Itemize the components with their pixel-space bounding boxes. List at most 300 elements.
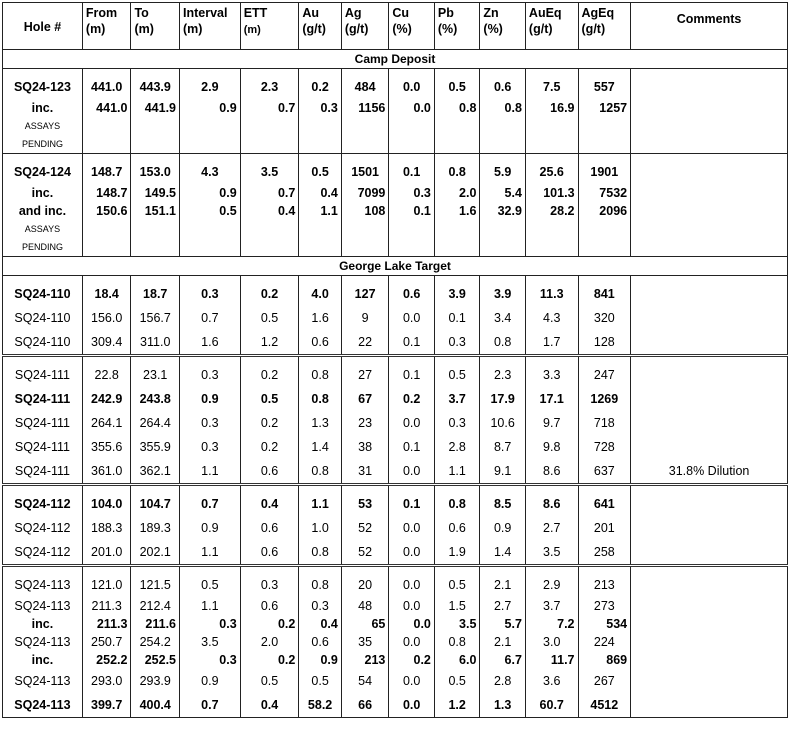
empty-cell [389,238,435,257]
empty-cell [389,485,435,493]
empty-cell [299,566,341,574]
header-from: From (m) [82,3,131,50]
cell-ag: 1156 [341,99,389,117]
cell-ett: 0.4 [240,202,299,220]
cell-cu: 0.2 [389,387,435,411]
empty-cell [299,356,341,364]
cell-pb: 1.1 [434,459,480,485]
cell-hole: inc. [3,99,83,117]
cell-aueq: 3.3 [525,363,578,387]
cell-zn: 1.3 [480,693,526,718]
cell-zn: 2.1 [480,633,526,651]
cell-interval: 1.6 [180,330,241,356]
cell-ageq: 273 [578,597,631,615]
cell-pb: 0.8 [434,160,480,184]
cell-hole: SQ24-111 [3,363,83,387]
cell-comments [631,202,788,220]
cell-zn: 0.6 [480,75,526,99]
cell-ett: 0.5 [240,669,299,693]
cell-aueq: 60.7 [525,693,578,718]
cell-cu: 0.0 [389,573,435,597]
cell-au: 0.8 [299,540,341,566]
empty-cell [180,117,241,135]
cell-to: 252.5 [131,651,180,669]
pending-label: PENDING [3,135,83,154]
header-comments: Comments [631,3,788,50]
cell-interval: 0.3 [180,282,241,306]
cell-ageq: 267 [578,669,631,693]
empty-cell [240,220,299,238]
cell-hole: SQ24-110 [3,282,83,306]
empty-cell [578,220,631,238]
empty-cell [578,485,631,493]
cell-interval: 0.9 [180,184,241,202]
cell-zn: 3.4 [480,306,526,330]
section-header [3,257,788,276]
empty-cell [578,135,631,154]
header-pb: Pb (%) [434,3,480,50]
empty-cell [299,485,341,493]
empty-cell [389,220,435,238]
cell-cu: 0.1 [389,330,435,356]
empty-cell [631,485,788,493]
cell-hole: SQ24-112 [3,492,83,516]
cell-ag: 35 [341,633,389,651]
section-camp-deposit [3,50,788,69]
empty-cell [525,135,578,154]
cell-ag: 7099 [341,184,389,202]
empty-cell [180,356,241,364]
cell-interval: 0.9 [180,669,241,693]
hole-row [3,411,788,435]
hole-row [3,306,788,330]
cell-comments [631,75,788,99]
cell-cu: 0.0 [389,669,435,693]
cell-hole: SQ24-113 [3,693,83,718]
cell-to: 400.4 [131,693,180,718]
cell-ageq: 637 [578,459,631,485]
inc-row [3,651,788,669]
cell-ag: 52 [341,516,389,540]
empty-cell [434,485,480,493]
cell-pb: 0.3 [434,330,480,356]
cell-from: 150.6 [82,202,131,220]
cell-aueq: 1.7 [525,330,578,356]
empty-cell [240,238,299,257]
cell-ageq: 841 [578,282,631,306]
cell-hole: SQ24-110 [3,306,83,330]
cell-pb: 6.0 [434,651,480,669]
cell-from: 211.3 [82,615,131,633]
cell-to: 149.5 [131,184,180,202]
cell-from: 441.0 [82,99,131,117]
cell-au: 0.3 [299,99,341,117]
empty-cell [3,356,83,364]
empty-cell [525,238,578,257]
empty-cell [631,117,788,135]
cell-from: 293.0 [82,669,131,693]
empty-cell [578,356,631,364]
inc-row [3,99,788,117]
cell-from: 441.0 [82,75,131,99]
cell-cu: 0.0 [389,615,435,633]
cell-zn: 3.9 [480,282,526,306]
cell-ageq: 320 [578,306,631,330]
empty-cell [525,356,578,364]
cell-cu: 0.0 [389,459,435,485]
cell-cu: 0.0 [389,516,435,540]
cell-au: 0.8 [299,387,341,411]
section-title: George Lake Target [3,257,788,276]
cell-hole: SQ24-123 [3,75,83,99]
hole-row [3,363,788,387]
cell-interval: 0.3 [180,411,241,435]
cell-interval: 1.1 [180,540,241,566]
empty-cell [3,566,83,574]
cell-pb: 0.6 [434,516,480,540]
cell-to: 104.7 [131,492,180,516]
empty-cell [434,117,480,135]
hole-row [3,597,788,615]
cell-ageq: 1901 [578,160,631,184]
cell-comments [631,184,788,202]
cell-ett: 0.4 [240,693,299,718]
cell-comments [631,633,788,651]
cell-ett: 0.5 [240,306,299,330]
cell-to: 156.7 [131,306,180,330]
cell-pb: 1.6 [434,202,480,220]
cell-from: 309.4 [82,330,131,356]
cell-to: 202.1 [131,540,180,566]
cell-aueq: 9.8 [525,435,578,459]
cell-cu: 0.0 [389,75,435,99]
empty-cell [341,220,389,238]
cell-aueq: 2.7 [525,516,578,540]
empty-cell [631,238,788,257]
cell-au: 1.4 [299,435,341,459]
hole-row [3,459,788,485]
cell-to: 443.9 [131,75,180,99]
cell-interval: 0.3 [180,435,241,459]
header-cu: Cu (%) [389,3,435,50]
cell-ageq: 718 [578,411,631,435]
cell-hole: SQ24-124 [3,160,83,184]
cell-to: 264.4 [131,411,180,435]
cell-comments [631,597,788,615]
header-zn: Zn (%) [480,3,526,50]
empty-cell [131,485,180,493]
cell-ag: 67 [341,387,389,411]
cell-from: 211.3 [82,597,131,615]
cell-comments [631,363,788,387]
empty-cell [341,485,389,493]
cell-comments [631,411,788,435]
header-interval: Interval (m) [180,3,241,50]
cell-au: 1.1 [299,492,341,516]
empty-cell [480,485,526,493]
pending-row [3,220,788,238]
cell-hole: inc. [3,615,83,633]
cell-comments [631,540,788,566]
hole-row [3,435,788,459]
cell-zn: 10.6 [480,411,526,435]
cell-ageq: 534 [578,615,631,633]
cell-to: 441.9 [131,99,180,117]
cell-interval: 0.7 [180,693,241,718]
inc-row [3,184,788,202]
cell-from: 18.4 [82,282,131,306]
cell-to: 243.8 [131,387,180,411]
cell-aueq: 8.6 [525,459,578,485]
empty-cell [631,356,788,364]
cell-hole: SQ24-111 [3,459,83,485]
empty-cell [299,135,341,154]
cell-aueq: 17.1 [525,387,578,411]
cell-interval: 1.1 [180,597,241,615]
cell-ageq: 224 [578,633,631,651]
cell-aueq: 25.6 [525,160,578,184]
cell-ett: 0.2 [240,435,299,459]
cell-au: 0.8 [299,363,341,387]
cell-cu: 0.0 [389,411,435,435]
cell-ageq: 128 [578,330,631,356]
cell-ageq: 1257 [578,99,631,117]
cell-au: 0.9 [299,651,341,669]
cell-au: 0.3 [299,597,341,615]
cell-ag: 53 [341,492,389,516]
cell-pb: 3.5 [434,615,480,633]
empty-cell [480,220,526,238]
cell-ett: 0.7 [240,184,299,202]
cell-zn: 5.9 [480,160,526,184]
hole-row [3,669,788,693]
cell-interval: 0.5 [180,202,241,220]
empty-cell [82,485,131,493]
cell-comments [631,160,788,184]
cell-interval: 1.1 [180,459,241,485]
empty-cell [240,485,299,493]
cell-ag: 1501 [341,160,389,184]
cell-to: 212.4 [131,597,180,615]
cell-au: 0.6 [299,633,341,651]
cell-comments [631,516,788,540]
cell-comments [631,330,788,356]
cell-au: 1.3 [299,411,341,435]
pending-row [3,238,788,257]
cell-from: 201.0 [82,540,131,566]
cell-ag: 213 [341,651,389,669]
cell-from: 22.8 [82,363,131,387]
cell-au: 0.4 [299,615,341,633]
cell-interval: 0.7 [180,306,241,330]
cell-au: 0.8 [299,459,341,485]
cell-from: 188.3 [82,516,131,540]
cell-hole: and inc. [3,202,83,220]
cell-from: 252.2 [82,651,131,669]
cell-au: 4.0 [299,282,341,306]
cell-cu: 0.1 [389,202,435,220]
hole-row [3,492,788,516]
cell-zn: 32.9 [480,202,526,220]
cell-au: 0.2 [299,75,341,99]
cell-to: 311.0 [131,330,180,356]
empty-cell [480,117,526,135]
cell-from: 148.7 [82,160,131,184]
hole-row [3,573,788,597]
cell-au: 1.1 [299,202,341,220]
empty-cell [240,117,299,135]
header-ett: ETT (m) [240,3,299,50]
hole-row [3,387,788,411]
cell-au: 0.5 [299,160,341,184]
cell-ag: 23 [341,411,389,435]
cell-cu: 0.0 [389,693,435,718]
empty-cell [341,117,389,135]
cell-pb: 1.9 [434,540,480,566]
empty-cell [82,135,131,154]
cell-to: 211.6 [131,615,180,633]
cell-pb: 1.2 [434,693,480,718]
cell-pb: 0.5 [434,669,480,693]
cell-cu: 0.0 [389,99,435,117]
header-hole: Hole # [3,3,83,50]
empty-cell [480,135,526,154]
cell-ag: 38 [341,435,389,459]
cell-pb: 1.5 [434,597,480,615]
empty-cell [131,135,180,154]
cell-interval: 0.9 [180,516,241,540]
empty-cell [299,238,341,257]
cell-from: 156.0 [82,306,131,330]
empty-cell [131,238,180,257]
cell-ett: 0.2 [240,651,299,669]
cell-from: 250.7 [82,633,131,651]
cell-interval: 3.5 [180,633,241,651]
cell-ett: 0.4 [240,492,299,516]
empty-cell [82,356,131,364]
cell-hole: SQ24-111 [3,387,83,411]
cell-aueq: 11.3 [525,282,578,306]
cell-from: 361.0 [82,459,131,485]
cell-cu: 0.0 [389,633,435,651]
empty-cell [82,220,131,238]
cell-ett: 0.6 [240,540,299,566]
hole-row [3,516,788,540]
empty-cell [82,117,131,135]
cell-pb: 0.5 [434,363,480,387]
cell-zn: 2.3 [480,363,526,387]
cell-aueq: 7.2 [525,615,578,633]
cell-aueq: 16.9 [525,99,578,117]
empty-cell [631,566,788,574]
cell-ag: 22 [341,330,389,356]
empty-cell [480,566,526,574]
cell-ageq: 641 [578,492,631,516]
empty-cell [131,220,180,238]
cell-hole: SQ24-111 [3,411,83,435]
section-title: Camp Deposit [3,50,788,69]
cell-pb: 0.8 [434,633,480,651]
empty-cell [525,485,578,493]
pending-label: ASSAYS [3,117,83,135]
cell-au: 58.2 [299,693,341,718]
cell-aueq: 3.7 [525,597,578,615]
cell-ageq: 258 [578,540,631,566]
cell-ett: 0.7 [240,99,299,117]
cell-comments [631,615,788,633]
cell-ett: 0.2 [240,411,299,435]
drill-results-table [2,2,788,718]
cell-ageq: 728 [578,435,631,459]
cell-au: 0.6 [299,330,341,356]
cell-aueq: 7.5 [525,75,578,99]
empty-cell [3,485,83,493]
pending-label: ASSAYS [3,220,83,238]
cell-ageq: 1269 [578,387,631,411]
cell-hole: SQ24-112 [3,540,83,566]
cell-ageq: 4512 [578,693,631,718]
cell-hole: inc. [3,184,83,202]
cell-ag: 27 [341,363,389,387]
header-row [3,3,788,50]
cell-ag: 66 [341,693,389,718]
cell-au: 0.5 [299,669,341,693]
cell-interval: 0.7 [180,492,241,516]
cell-pb: 0.1 [434,306,480,330]
empty-cell [434,220,480,238]
empty-cell [389,356,435,364]
empty-cell [131,356,180,364]
cell-ag: 48 [341,597,389,615]
cell-cu: 0.0 [389,540,435,566]
cell-ett: 0.6 [240,459,299,485]
cell-pb: 3.9 [434,282,480,306]
cell-ageq: 557 [578,75,631,99]
cell-from: 399.7 [82,693,131,718]
cell-interval: 0.3 [180,651,241,669]
cell-pb: 0.5 [434,573,480,597]
hole-row [3,75,788,99]
hole-row [3,330,788,356]
cell-to: 121.5 [131,573,180,597]
cell-aueq: 11.7 [525,651,578,669]
pending-row [3,135,788,154]
cell-zn: 6.7 [480,651,526,669]
cell-hole: SQ24-112 [3,516,83,540]
empty-cell [434,566,480,574]
row-divider [3,485,788,493]
cell-cu: 0.0 [389,597,435,615]
cell-pb: 3.7 [434,387,480,411]
empty-cell [525,220,578,238]
cell-ageq: 2096 [578,202,631,220]
empty-cell [578,566,631,574]
cell-interval: 0.5 [180,573,241,597]
cell-ag: 20 [341,573,389,597]
cell-interval: 0.3 [180,615,241,633]
empty-cell [341,238,389,257]
cell-au: 1.6 [299,306,341,330]
empty-cell [299,220,341,238]
cell-to: 153.0 [131,160,180,184]
empty-cell [82,238,131,257]
cell-comments [631,651,788,669]
header-aueq: AuEq (g/t) [525,3,578,50]
cell-ageq: 201 [578,516,631,540]
cell-ag: 65 [341,615,389,633]
cell-interval: 0.9 [180,99,241,117]
row-divider [3,566,788,574]
